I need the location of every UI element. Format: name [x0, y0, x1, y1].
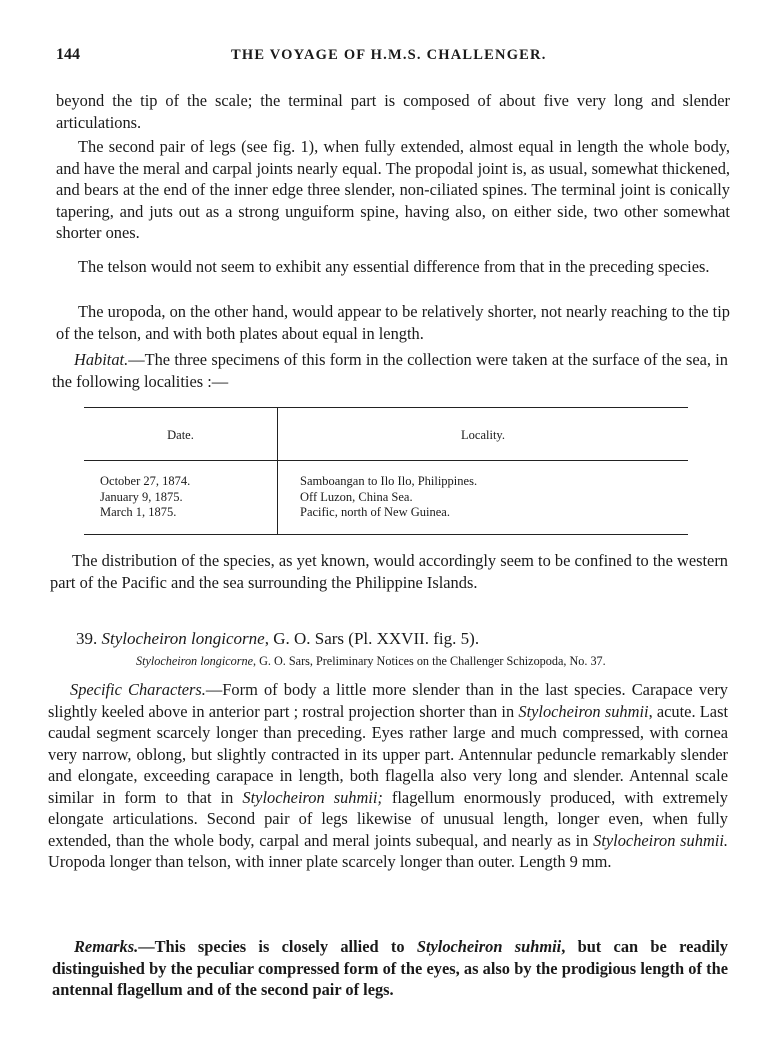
paragraph-scale: beyond the tip of the scale; the terminal part is composed of about five very long and slender articulations. — [56, 91, 730, 132]
table-cell-locality: Samboangan to Ilo Ilo, Philippines. — [300, 474, 478, 488]
paragraph-remarks — [52, 936, 728, 1001]
table-cell-locality: Off Luzon, China Sea. — [300, 489, 413, 504]
table-cell-date: January 9, 1875. — [100, 489, 183, 504]
characters-species-ref-2: Stylocheiron suhmii; — [242, 787, 383, 807]
table-header-rule — [84, 460, 688, 461]
species-number: 39. — [76, 629, 98, 648]
characters-text-1: —Form of body a little more slender than in the last species. Carapace very slightly keeled above in anterior part ; rostral projection shorter than in — [48, 680, 728, 721]
remarks-label: Remarks. — [74, 937, 139, 956]
date-rows — [100, 474, 190, 521]
date-column — [84, 408, 278, 534]
paragraph-habitat — [52, 349, 728, 392]
synonym-name: Stylocheiron longicorne — [136, 654, 253, 668]
species-authority: , G. O. Sars (Pl. XXVII. fig. 5). — [264, 629, 480, 648]
date-header: Date. — [167, 428, 194, 442]
habitat-text: —The three specimens of this form in the collection were taken at the surface of the sea, in the following localities :— — [52, 350, 728, 391]
characters-text-4: Uropoda longer than telson, with inner plate scarcely longer than outer. Length 9 mm. — [48, 852, 612, 871]
remarks-species-ref: Stylocheiron suhmii — [416, 937, 562, 956]
paragraph-specific-characters — [48, 679, 728, 873]
paragraph-uropoda: The uropoda, on the other hand, would appear to be relatively shorter, not nearly reaching to the tip of the telson, and with both plates about equal in length. — [56, 302, 730, 343]
locality-header: Locality. — [461, 428, 505, 442]
characters-text-2: , acute. Last caudal segment scarcely longer than preceding. Eyes rather large and much compressed, with cornea very narrow, oblong, but slightly contracted in its upper part. Antennular peduncle remarkably slender and elongate, exceeding carapace in length, both flagella also very long and slender. Antennal scale similar in form to that in — [48, 701, 729, 807]
remarks-text-1: —This species is closely allied to — [138, 937, 417, 956]
synonym-reference: , G. O. Sars, Preliminary Notices on the Challenger Schizopoda, No. 37. — [253, 654, 606, 668]
paragraph-second-legs: The second pair of legs (see fig. 1), when fully extended, almost equal in length the whole body, and have the meral and carpal joints nearly equal. The propodal joint is, as usual, somewhat thickened, and bears at the end of the inner edge three slender, non-ciliated spines. The terminal joint is conically tapering, and juts out as a strong unguiform spine, having also, on either side, two other somewhat shorter ones. — [56, 137, 730, 242]
paragraph-distribution: The distribution of the species, as yet known, would accordingly seem to be confined to the western part of the Pacific and the sea surrounding the Philippine Islands. — [50, 551, 728, 592]
page-number: 144 — [56, 46, 80, 63]
page-header — [56, 46, 736, 68]
localities-table — [84, 407, 688, 535]
species-heading — [76, 628, 728, 650]
locality-column — [278, 408, 688, 534]
table-cell-locality: Pacific, north of New Guinea. — [300, 505, 450, 519]
characters-label: Specific Characters. — [70, 680, 206, 699]
habitat-label: Habitat. — [74, 350, 129, 369]
paragraph-telson: The telson would not seem to exhibit any essential difference from that in the preceding species. — [78, 257, 710, 276]
remarks-text-2: , but can be readily distinguished by the peculiar compressed form of the eyes, as also by the prodigious length of the antennal flagellum and of the second pair of legs. — [52, 937, 728, 999]
synonymy-line — [136, 653, 732, 669]
characters-species-ref-3: Stylocheiron suhmii. — [593, 830, 728, 850]
table-cell-date: October 27, 1874. — [100, 474, 191, 488]
table-cell-date: March 1, 1875. — [100, 505, 177, 519]
characters-species-ref-1: Stylocheiron suhmii — [518, 701, 649, 721]
running-title: THE VOYAGE OF H.M.S. CHALLENGER. — [231, 47, 547, 63]
locality-rows — [300, 474, 477, 521]
characters-text-3: flagellum enormously produced, with extremely elongate articulations. Second pair of legs likewise of unusual length, longer even, when fully extended, than the whole body, carpal and meral joints subequal, and nearly as in — [48, 787, 728, 850]
species-name: Stylocheiron longicorne — [101, 629, 265, 648]
